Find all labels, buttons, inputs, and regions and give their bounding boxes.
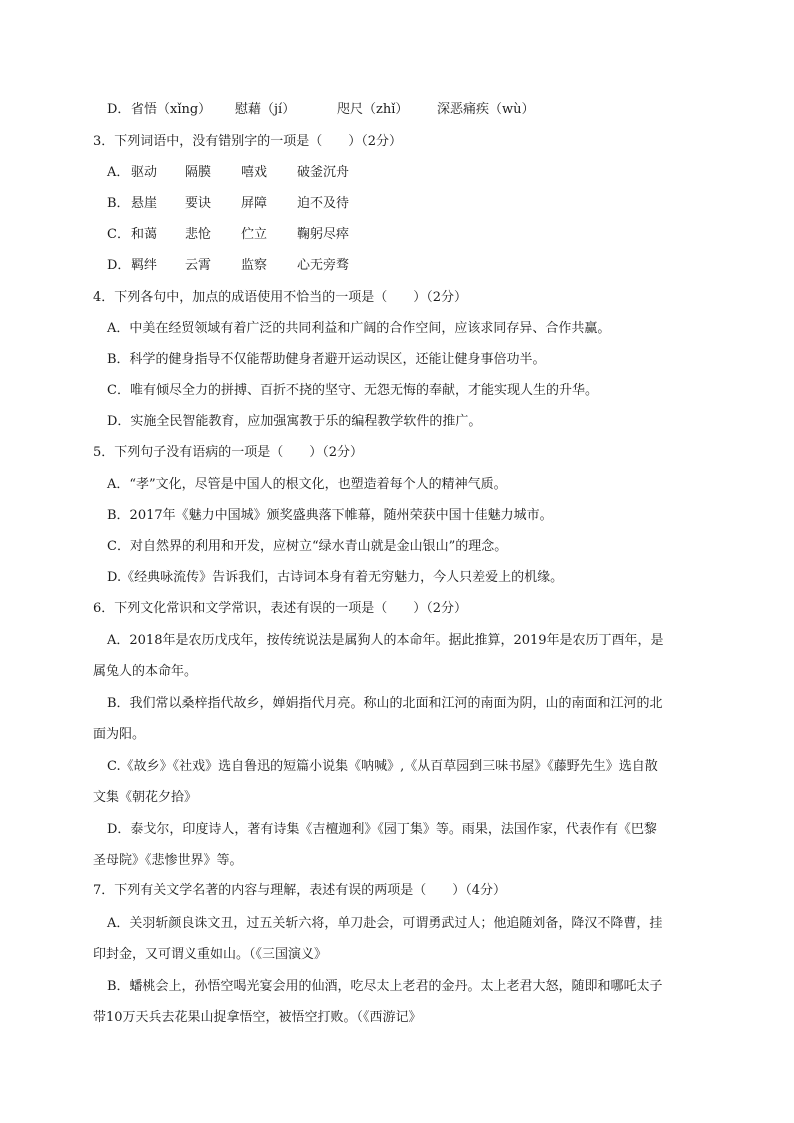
option-line-2: 印封金，又可谓义重如山。（《三国演义》 [93, 947, 328, 962]
q6-option-d [93, 814, 705, 876]
option-word-2: 慰藉（jí） [235, 102, 296, 117]
q5-stem: 5．下列句子没有语病的一项是（ ）（2分） [93, 445, 364, 460]
q4-option-b: B．科学的健身指导不仅能帮助健身者避开运动误区，还能让健身事倍功半。 [107, 352, 546, 367]
option-word-1: 驱动 [131, 165, 158, 180]
q5-option-a: A．“孝”文化，尽管是中国人的根文化，也塑造着每个人的精神气质。 [107, 477, 507, 492]
q7-option-a [93, 908, 705, 970]
q4-option-c: C．唯有倾尽全力的拼搏、百折不挠的坚守、无怨无悔的奉献，才能实现人生的升华。 [107, 383, 598, 398]
option-line-1: B．蟠桃会上，孙悟空喝光宴会用的仙酒，吃尽太上老君的金丹。太上老君大怒，随即和哪吒太子 [107, 979, 663, 994]
q4-stem: 4．下列各句中，加点的成语使用不恰当的一项是（ ）（2分） [93, 290, 468, 305]
option-line-1: A．2018年是农历戊戌年，按传统说法是属狗人的本命年。据此推算，2019年是农历丁酉年，是 [107, 633, 664, 648]
option-word-3: 伫立 [241, 227, 268, 242]
option-label: A． [107, 165, 130, 180]
option-word-1: 省悟（xǐng） [131, 102, 212, 117]
option-word-1: 和蔼 [131, 227, 158, 242]
option-word-3: 嘻戏 [241, 165, 268, 180]
option-label: D． [107, 102, 131, 117]
option-label: C． [107, 227, 130, 242]
option-line-1: A．关羽斩颜良诛文丑，过五关斩六将，单刀赴会，可谓勇武过人；他追随刘备，降汉不降曹，挂 [107, 916, 663, 931]
q6-option-a [93, 625, 705, 687]
option-line-2: 带10万天兵去花果山捉拿悟空，被悟空打败。（《西游记》 [93, 1010, 422, 1025]
option-line-2: 面为阳。 [93, 727, 146, 742]
option-word-2: 要诀 [185, 196, 212, 211]
option-word-2: 悲怆 [185, 227, 212, 242]
option-line-1: C.《故乡》《社戏》选自鲁迅的短篇小说集《呐喊》,《从百草园到三味书屋》《藤野先生》选自散 [107, 759, 658, 774]
q6-option-b [93, 688, 705, 750]
option-word-4: 鞠躬尽瘁 [297, 227, 350, 242]
option-line-1: D．泰戈尔，印度诗人，著有诗集《吉檀迦利》《园丁集》等。雨果，法国作家，代表作有《巴黎 [107, 822, 657, 837]
q5-option-b: B．2017年《魅力中国城》颁奖盛典落下帷幕，随州荣获中国十佳魅力城市。 [107, 508, 553, 523]
q4-option-d: D．实施全民智能教育，应加强寓教于乐的编程教学软件的推广。 [107, 414, 482, 429]
option-word-3: 咫尺（zhǐ） [337, 102, 409, 117]
option-word-3: 屏障 [241, 196, 268, 211]
q3-stem: 3．下列词语中，没有错别字的一项是（ ）（2分） [93, 134, 403, 149]
option-word-4: 心无旁骛 [297, 258, 350, 273]
option-word-2: 云霄 [185, 258, 212, 273]
option-line-1: B．我们常以桑梓指代故乡，婵娟指代月亮。称山的北面和江河的南面为阴，山的南面和江河的北 [107, 696, 663, 711]
q6-option-c [93, 751, 705, 813]
option-word-2: 隔膜 [185, 165, 212, 180]
q7-option-b [93, 971, 705, 1033]
option-line-2: 属兔人的本命年。 [93, 664, 198, 679]
q4-option-a: A．中美在经贸领域有着广泛的共同利益和广阔的合作空间，应该求同存异、合作共赢。 [107, 321, 611, 336]
q6-stem: 6．下列文化常识和文学常识，表述有误的一项是（ ）（2分） [93, 601, 468, 616]
option-line-2: 圣母院》《悲惨世界》等。 [93, 853, 243, 868]
option-word-1: 羁绊 [131, 258, 158, 273]
option-line-2: 文集《朝花夕拾》 [93, 790, 198, 805]
option-label: D． [107, 258, 131, 273]
q5-option-d: D.《经典咏流传》告诉我们，古诗词本身有着无穷魅力，今人只差爱上的机缘。 [107, 570, 564, 585]
q5-option-c: C．对自然界的利用和开发，应树立“绿水青山就是金山银山”的理念。 [107, 539, 508, 554]
option-word-4: 迫不及待 [297, 196, 350, 211]
option-word-1: 悬崖 [131, 196, 158, 211]
option-word-4: 深恶痛疾（wù） [437, 102, 535, 117]
option-label: B． [107, 196, 130, 211]
q7-stem: 7．下列有关文学名著的内容与理解，表述有误的两项是（ ）（4分） [93, 883, 507, 898]
option-word-3: 监察 [241, 258, 268, 273]
option-word-4: 破釜沉舟 [297, 165, 350, 180]
